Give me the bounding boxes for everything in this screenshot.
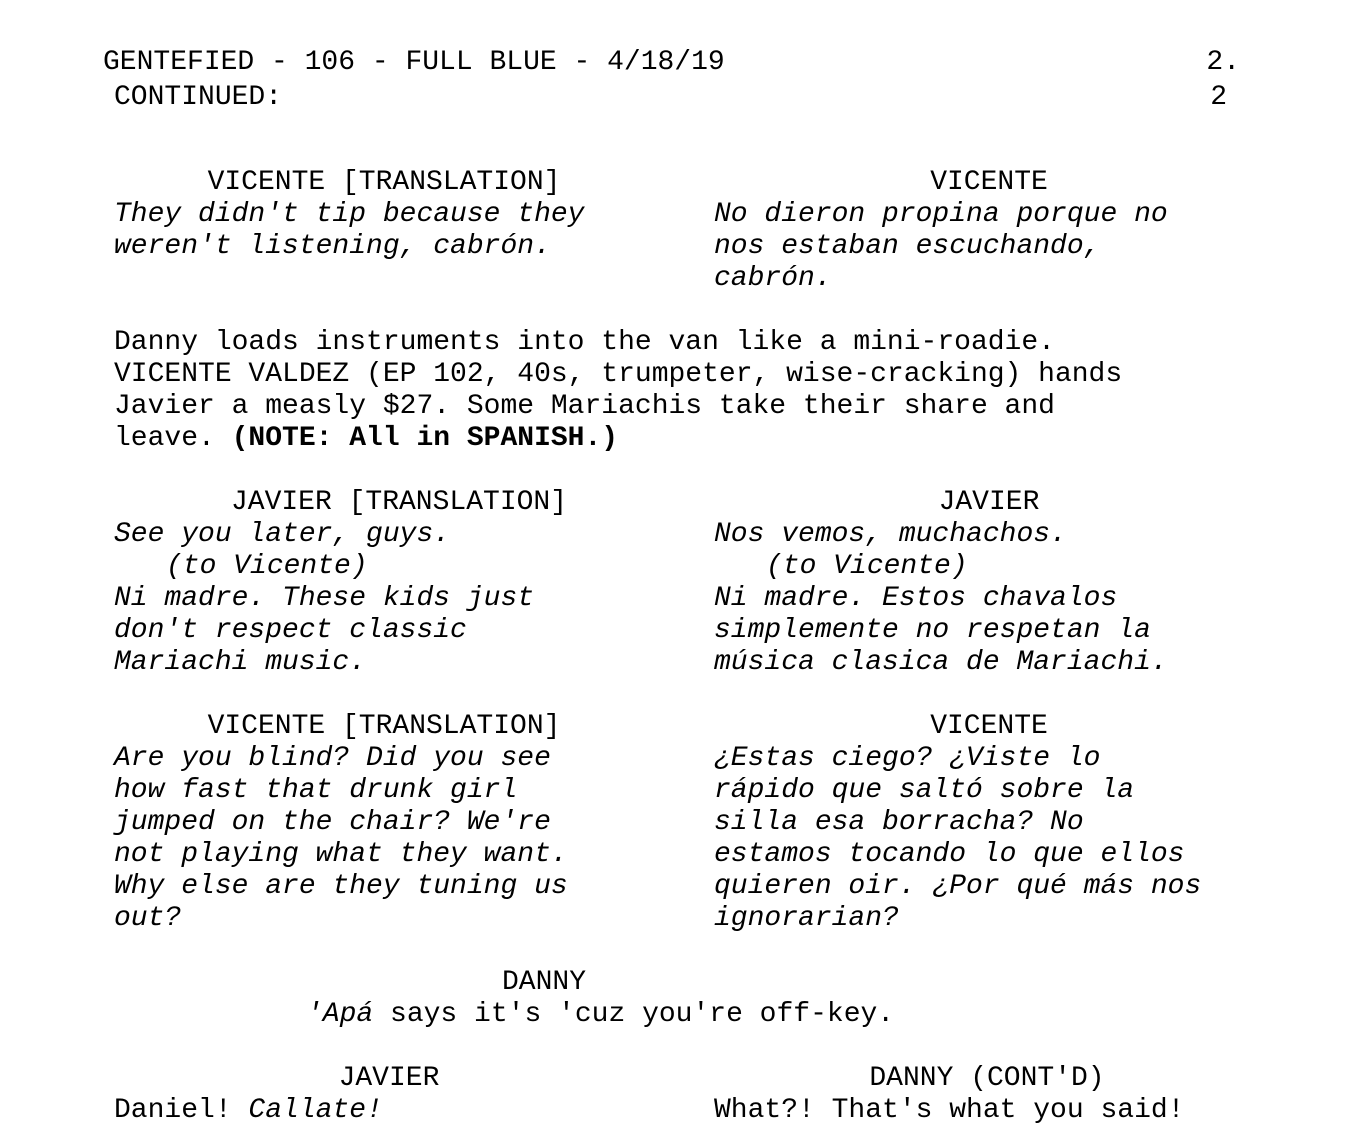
- dialogue-plain: Daniel!: [114, 1095, 249, 1126]
- dialogue-text: What?! That's what you said!: [714, 1095, 1185, 1126]
- dialogue-text: [306, 999, 894, 1031]
- character-name: DANNY (CONT'D): [869, 1063, 1105, 1094]
- action-note: (NOTE: All in SPANISH.): [231, 423, 619, 454]
- scene-number: 2: [1210, 82, 1227, 113]
- parenthetical: (to Vicente): [766, 551, 968, 582]
- dialogue-text: See you later, guys.: [114, 519, 451, 550]
- dialogue-text: Ni madre. Estos chavalos simplemente no respetan la música clasica de Mariachi.: [714, 583, 1168, 678]
- dialogue-text: Nos vemos, muchachos.: [714, 519, 1067, 550]
- script-header-title: GENTEFIED - 106 - FULL BLUE - 4/18/19: [103, 47, 725, 78]
- dialogue-text: [114, 1095, 383, 1127]
- character-name: JAVIER: [938, 487, 1040, 518]
- character-name: VICENTE: [930, 711, 1048, 742]
- character-name: JAVIER: [338, 1063, 440, 1094]
- dialogue-text: Ni madre. These kids just don't respect classic Mariachi music.: [114, 583, 535, 678]
- dialogue-italic: Callate!: [248, 1095, 383, 1126]
- action-text: [114, 327, 1314, 455]
- character-name: JAVIER [TRANSLATION]: [230, 487, 568, 518]
- character-name: VICENTE [TRANSLATION]: [207, 167, 561, 198]
- character-name: DANNY: [501, 967, 586, 998]
- dialogue-italic: 'Apá: [306, 999, 374, 1030]
- dialogue-text: ¿Estas ciego? ¿Viste lo rápido que saltó sobre la silla esa borracha? No estamos tocando lo que ellos quieren oir. ¿Por qué más nos ignorarian?: [714, 743, 1202, 934]
- character-name: VICENTE [TRANSLATION]: [207, 711, 561, 742]
- parenthetical: (to Vicente): [166, 551, 368, 582]
- character-name: VICENTE: [930, 167, 1048, 198]
- continued-label: CONTINUED:: [114, 82, 283, 113]
- dialogue-text: Are you blind? Did you see how fast that drunk girl jumped on the chair? We're not playing what they want. Why else are they tuning us out?: [114, 743, 568, 934]
- page-number: 2.: [1206, 47, 1240, 78]
- dialogue-text: No dieron propina porque no nos estaban escuchando, cabrón.: [714, 199, 1168, 294]
- dialogue-plain: says it's 'cuz you're off-key.: [373, 999, 895, 1030]
- action-body: Danny loads instruments into the van like a mini-roadie. VICENTE VALDEZ (EP 102, 40s, trumpeter, wise-cracking) hands Javier a measly $27. Some Mariachis take their share and leave.: [114, 327, 1123, 454]
- dialogue-text: They didn't tip because they weren't listening, cabrón.: [114, 199, 585, 262]
